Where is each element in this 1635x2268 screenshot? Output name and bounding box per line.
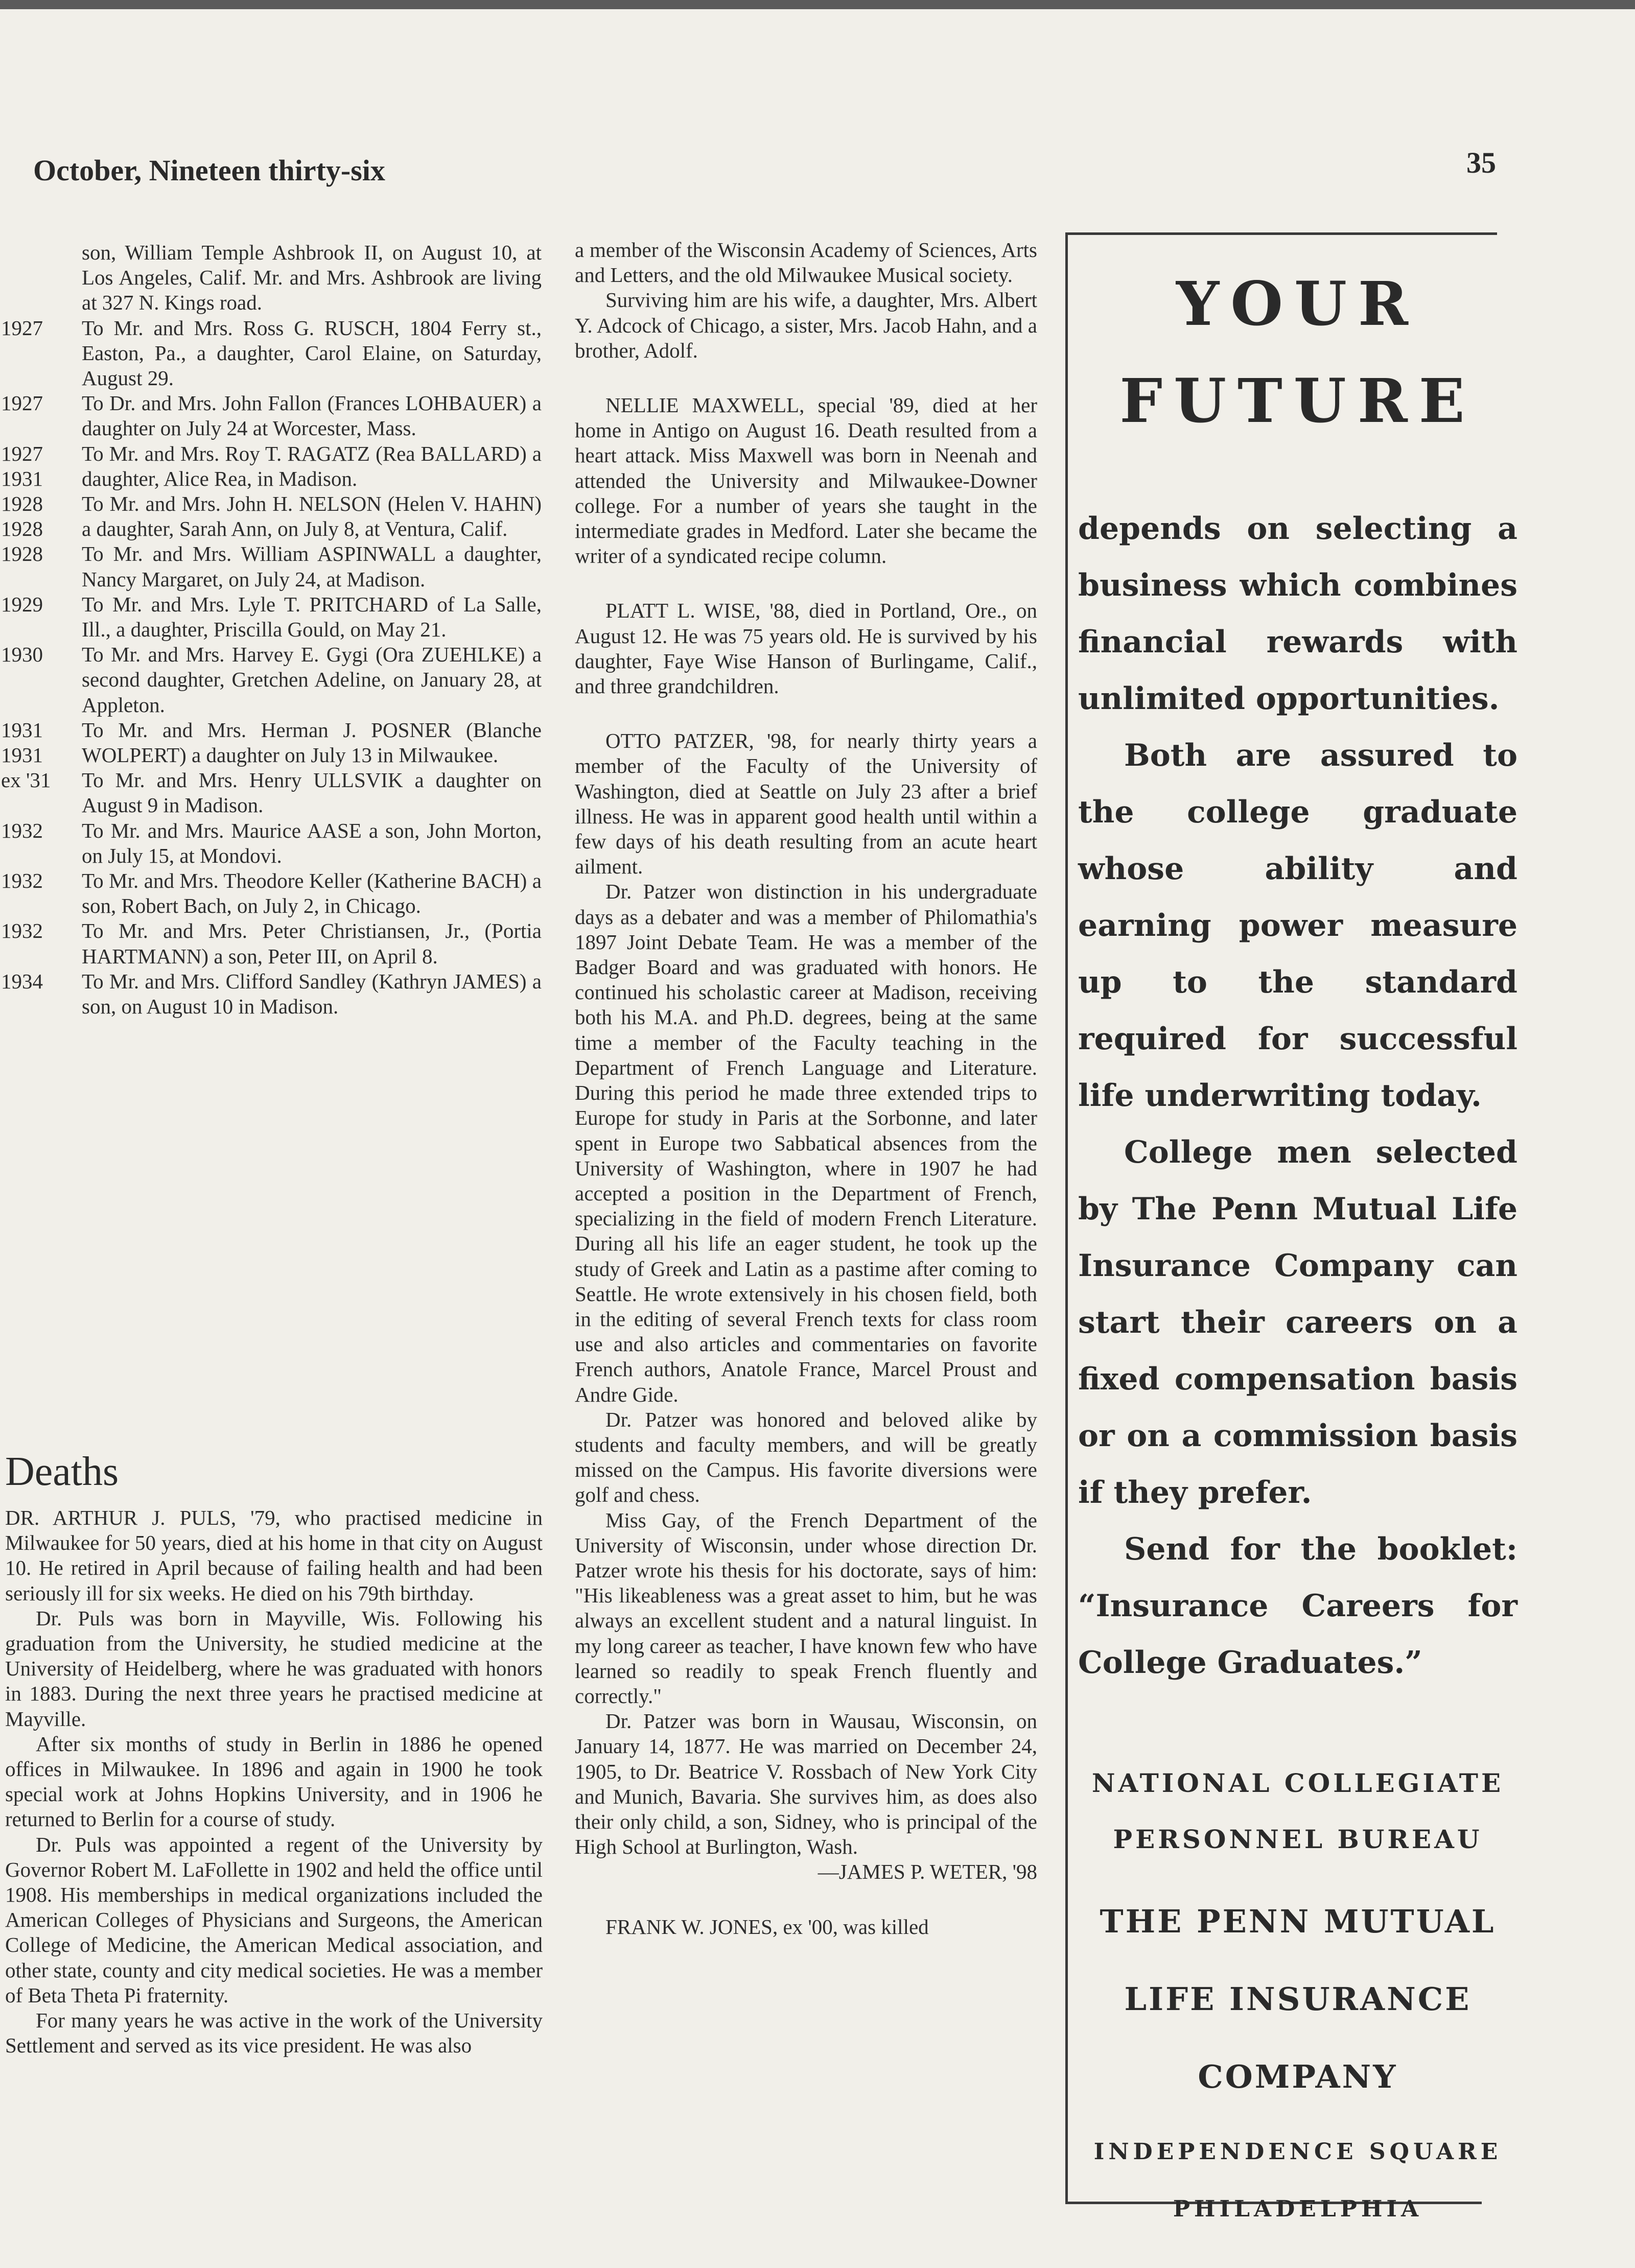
- birth-announcement: [1, 918, 542, 968]
- obituary-paragraph: PLATT L. WISE, '88, died in Portland, Ore., on August 12. He was 75 years old. He is survived by his daughter, Faye Wise Hanson of Burlingame, Calif., and three grandchildren.: [575, 599, 1037, 698]
- obituary-paragraph: Dr. Patzer won distinction in his undergraduate days as a debater and was a member of Philomathia's 1897 Joint Debate Team. He was a member of the Badger Board and was graduated with honors. He continued his scholastic career at Madison, receiving both his M.A. and Ph.D. degrees, being at the same time a member of the Faculty teaching in the Department of French Language and Literature. During this period he made three extended trips to Europe for study in Paris at the Sorbonne, and later spent in Europe two Sabbatical absences from the University of Washington, where in 1907 he had accepted a position in the Department of French, specializing in the field of modern French Literature. During all his life an eager student, he took up the study of Greek and Latin as a pastime after coming to Seattle. He wrote extensively in his chosen field, both in the editing of several French texts for class room use and also articles and commentaries on favorite French authors, Anatole France, Marcel Proust and Andre Gide.: [575, 880, 1037, 1406]
- class-year: 1932: [1, 818, 43, 842]
- birth-announcement: [1, 969, 542, 1019]
- death-notice-paragraph: After six months of study in Berlin in 1886 he opened offices in Milwaukee. In 1896 and again in 1900 he took special work at Johns Hopkins University, and in 1906 he returned to Berlin for a course of study.: [5, 1732, 543, 1831]
- ad-headline-your: YOUR: [1176, 268, 1419, 339]
- birth-announcement: [1, 642, 542, 718]
- class-year: 1930: [1, 643, 43, 667]
- ad-paragraph: Both are assured to the college graduate whose ability and earning power measure up to the standard required for successful life underwriting today.: [1078, 738, 1517, 1114]
- birth-announcement: [1, 868, 542, 918]
- ad-paragraph: Send for the booklet: “Insurance Careers for College Graduates.”: [1078, 1531, 1517, 1681]
- ad-company-line: THE PENN MUTUAL: [1100, 1903, 1496, 1940]
- announcement-text: To Mr. and Mrs. John H. NELSON (Helen V. HAHN) a daughter, Sarah Ann, on July 8, at Ventura, Calif.: [82, 492, 542, 541]
- birth-announcement: [1, 718, 542, 768]
- deaths-column-2: [575, 238, 1037, 1940]
- obituary-paragraph: Dr. Patzer was honored and beloved alike by students and faculty members, and will be greatly missed on the Campus. His favorite diversions were golf and chess.: [575, 1407, 1037, 1507]
- birth-announcement: [1, 316, 542, 391]
- announcement-text: To Mr. and Mrs. Henry ULLSVIK a daughter on August 9 in Madison.: [82, 768, 542, 817]
- scan-edge: [0, 0, 1635, 9]
- class-year: 1929: [1, 592, 43, 616]
- page-number: 35: [1466, 146, 1496, 179]
- birth-announcement: [1, 818, 542, 868]
- deaths-section: [5, 1448, 543, 2058]
- obituary-paragraph: Miss Gay, of the French Department of the University of Wisconsin, under whose direction Dr. Patzer wrote his thesis for his doctorate, says of him: "His likeableness was a great asset to him, but he was always an excellent student and a natural linguist. In my long career as teacher, I have known few who have learned so readily to speak French fluently and correctly.": [575, 1508, 1037, 1708]
- obituary-paragraph: NELLIE MAXWELL, special '89, died at her home in Antigo on August 16. Death resulted from a heart attack. Miss Maxwell was born in Neenah and attended the University and Milwaukee-Downer college. For a number of years she taught in the intermediate grades in Medford. Later she became the writer of a syndicated recipe column.: [575, 393, 1037, 568]
- ad-paragraph: College men selected by The Penn Mutual Life Insurance Company can start their careers on a fixed compensation basis or on a commission basis if they prefer.: [1078, 1135, 1517, 1510]
- announcement-text: To Mr. and Mrs. Harvey E. Gygi (Ora ZUEHLKE) a second daughter, Gretchen Adeline, on January 28, at Appleton.: [82, 643, 542, 717]
- announcement-text: To Mr. and Mrs. William ASPINWALL a daughter, Nancy Margaret, on July 24, at Madison.: [82, 542, 542, 591]
- ad-headline-future: FUTURE: [1119, 365, 1476, 436]
- class-year: 1932: [1, 919, 43, 943]
- death-notice-puls: DR. ARTHUR J. PULS, '79, who practised medicine in Milwaukee for 50 years, died at his home in that city on August 10. He retired in April because of failing health and had been seriously ill for six weeks. He died on his 79th birthday.: [5, 1506, 543, 1605]
- obituary-paragraph: OTTO PATZER, '98, for nearly thirty years a member of the Faculty of the University of Washington, died at Seattle on July 23 after a brief illness. He was in apparent good health until within a few days of his death resulting from an acute heart ailment.: [575, 729, 1037, 879]
- announcement-text: To Mr. and Mrs. Clifford Sandley (Kathryn JAMES) a son, on August 10 in Madison.: [82, 969, 542, 1019]
- announcement-text: To Mr. and Mrs. Peter Christiansen, Jr., (Portia HARTMANN) a son, Peter III, on April 8.: [82, 919, 542, 968]
- obituary-signature: —JAMES P. WETER, '98: [818, 1860, 1037, 1884]
- birth-announcement: [1, 541, 542, 592]
- obituary-paragraph: a member of the Wisconsin Academy of Sciences, Arts and Letters, and the old Milwaukee Musical society.: [575, 238, 1037, 287]
- death-notice-paragraph: Dr. Puls was appointed a regent of the University by Governor Robert M. LaFollette in 1902 and held the office until 1908. His memberships in medical organizations included the American Colleges of Physicians and Surgeons, the American College of Medicine, the American Medical association, and other state, county and city medical societies. He was a member of Beta Theta Pi fraternity.: [5, 1832, 543, 2007]
- announcement-text: To Mr. and Mrs. Lyle T. PRITCHARD of La Salle, Ill., a daughter, Priscilla Gould, on May 21.: [82, 592, 542, 642]
- class-year: 1931 1931: [1, 718, 43, 767]
- announcement-text: To Mr. and Mrs. Ross G. RUSCH, 1804 Ferry st., Easton, Pa., a daughter, Carol Elaine, on Saturday, August 29.: [82, 316, 542, 390]
- ad-bureau-line: NATIONAL COLLEGIATE: [1091, 1768, 1504, 1798]
- announcement-text: To Dr. and Mrs. John Fallon (Frances LOHBAUER) a daughter on July 24 at Worcester, Mass.: [82, 391, 542, 440]
- class-year: 1932: [1, 869, 43, 893]
- ad-paragraph: depends on selecting a business which combines financial rewards with unlimited opportunities.: [1078, 511, 1517, 717]
- insurance-advertisement: [1078, 235, 1517, 2238]
- ad-company-line: COMPANY: [1198, 2058, 1398, 2095]
- ad-bureau-name: [1078, 1755, 1517, 1868]
- birth-announcement: [1, 441, 542, 491]
- class-year: 1928: [1, 542, 43, 566]
- running-head: October, Nineteen thirty-six: [33, 154, 385, 187]
- ad-body: [1078, 501, 1517, 1691]
- birth-announcement: [1, 391, 542, 441]
- ad-address-line: PHILADELPHIA: [1173, 2196, 1423, 2222]
- class-year: 1927: [1, 316, 43, 340]
- announcement-text: To Mr. and Mrs. Roy T. RAGATZ (Rea BALLARD) a daughter, Alice Rea, in Madison.: [82, 441, 542, 490]
- announcement-text: To Mr. and Mrs. Herman J. POSNER (Blanche WOLPERT) a daughter on July 13 in Milwaukee.: [82, 718, 542, 767]
- obituary-paragraph: FRANK W. JONES, ex '00, was killed: [605, 1915, 929, 1939]
- obituary-paragraph: Dr. Patzer was born in Wausau, Wisconsin, on January 14, 1877. He was married on December 24, 1905, to Dr. Beatrice V. Rossbach of New York City and Munich, Bavaria. She survives him, as does also their only child, a son, Sidney, who is principal of the High School at Burlington, Wash.: [575, 1709, 1037, 1859]
- announcement-text: To Mr. and Mrs. Theodore Keller (Katherine BACH) a son, Robert Bach, on July 2, in Chicago.: [82, 869, 542, 918]
- births-column: [1, 240, 542, 1019]
- announcement-text: son, William Temple Ashbrook II, on August 10, at Los Angeles, Calif. Mr. and Mrs. Ashbrook are living at 327 N. Kings road.: [82, 241, 542, 315]
- announcement-text: To Mr. and Mrs. Maurice AASE a son, John Morton, on July 15, at Mondovi.: [82, 818, 542, 867]
- class-year: 1927 1931: [1, 441, 43, 490]
- obituary-paragraph: Surviving him are his wife, a daughter, Mrs. Albert Y. Adcock of Chicago, a sister, Mrs. Jacob Hahn, and a brother, Adolf.: [575, 288, 1037, 362]
- birth-announcement: [1, 592, 542, 642]
- ad-border-left: [1065, 232, 1068, 2204]
- ad-company-line: LIFE INSURANCE: [1124, 1980, 1472, 2018]
- deaths-heading: Deaths: [5, 1449, 119, 1494]
- ad-address: [1078, 2123, 1517, 2238]
- ad-bureau-line: PERSONNEL BUREAU: [1113, 1824, 1483, 1854]
- death-notice-paragraph: Dr. Puls was born in Mayville, Wis. Following his graduation from the University, he studied medicine at the University of Heidelberg, where he was graduated with honors in 1883. During the next three years he practised medicine at Mayville.: [5, 1606, 543, 1731]
- class-year: 1928 1928: [1, 492, 43, 541]
- class-year: 1934: [1, 969, 43, 993]
- ad-address-line: INDEPENDENCE SQUARE: [1093, 2139, 1502, 2165]
- class-year: ex '31: [1, 768, 51, 792]
- birth-announcement: [1, 768, 542, 818]
- birth-announcement: [1, 491, 542, 541]
- ad-company-name: [1078, 1883, 1517, 2116]
- birth-announcement: [82, 240, 542, 316]
- class-year: 1927: [1, 391, 43, 415]
- death-notice-paragraph: For many years he was active in the work of the University Settlement and served as its vice president. He was also: [5, 2009, 543, 2058]
